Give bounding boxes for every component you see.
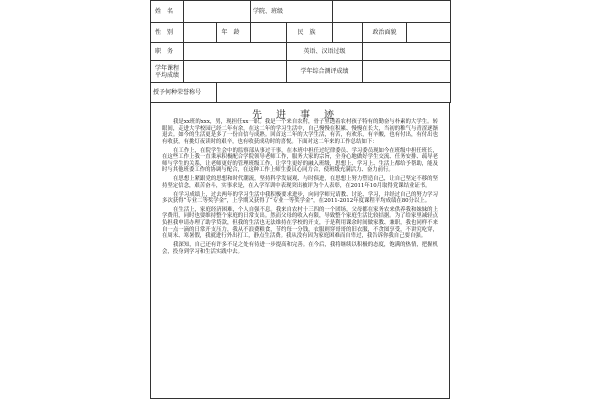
language-label: 英语、汉语过级: [287, 43, 363, 61]
paragraph: 我深知，自己还有许多不足之处有待进一步提高和完善。在今后，我将继续以积极的态度，饱满的热情，把握机会，投身到学习和生活实践中去。: [162, 242, 438, 255]
age-value[interactable]: [251, 23, 287, 43]
name-value[interactable]: [184, 1, 251, 23]
paragraph: 我是xx班的xxx，男，现担任xx一职。我是一个来自农村，骨子里透着农村孩子特有的勤奋与朴素的大学生。转眼间，走进大学校园已经二年有余，在这二年的学习生活中，自己慢慢在积累、慢慢在长大，当初的稚气与青涩逐渐退去。如今的生活更是多了一份自信与成熟。回首这二年的大学生活，有苦，有欢乐，有辛酸，也有付出，有付出也有收获，有挑灯夜读时的艰辛，也有收获成功时的喜悦。下面对这二年来的工作总结如下：: [162, 119, 438, 145]
grade-avg-label: 学年课程平均成绩: [151, 61, 184, 83]
student-info-form: [150, 0, 451, 103]
college-label: 学院、班级: [251, 1, 333, 23]
grade-avg-value[interactable]: [184, 61, 287, 83]
position-value[interactable]: [184, 43, 287, 61]
paragraph: 在工作上，在院学生会中的监察部从事过干事，在本班中担任过纪律委员、学习委员现如今在班级中担任班长，在这些工作上我一直秉承积极配合学院领导老师工作，服务大家的宗旨，全身心地做好学生交流、任务安排、疏导老师与学生的关系，让老师更好的管理班级工作，让学生更好的融入班级，思想上、学习上、生活上都给予帮助，能及时与其他班委工作的协调与配合，在这种工作上师生委员心同力合，使班级充满活力、奋力前行。: [162, 147, 438, 174]
overall-value[interactable]: [363, 61, 451, 83]
deeds-text: [162, 119, 438, 257]
paragraph: 在思想上紧跟党的思想和时代潮流，坚持科学发展观、与时俱进，在思想上努力塑造自己，让自己坚定不移的坚持坚定信念，艰苦奋斗，实事求是，在入学军训中表现突出被评为个人表彰，在2011年10月取得党课结业证书。: [162, 176, 438, 189]
position-label: 职务: [151, 43, 184, 61]
document-sheet: [150, 0, 450, 400]
deeds-section: [150, 102, 450, 399]
age-label: 年龄: [217, 23, 251, 43]
deeds-title: 先进事迹: [252, 110, 348, 121]
language-value[interactable]: [363, 43, 451, 61]
ethnicity-label: 民族: [287, 23, 333, 43]
political-value[interactable]: [407, 23, 451, 43]
name-label: 姓名: [151, 1, 184, 23]
college-value[interactable]: [333, 1, 451, 23]
honors-value[interactable]: [217, 83, 451, 103]
paragraph: 在生活上，家庭经济困难，个人自强不息。我来自农村十三四的一个团场，父母都在家务农来供养我和妹妹的上学费用，同时也要维持整个家庭的日常支出。然而父母的收入有限，导致整个家庭生活比较拮据。为了给家里减轻点负担我申请办理了助学贷款，但我的生活也无法维持在学校的开支，于是利用课余时间做家教、兼职，我也同样不来自一点一滴的日常开支压力，我从不浪费粮食，节约每一分钱，衣服则穿哥哥的旧衣服，不贪图享受，不讲究吃穿，在周末、寒暑假，我就进行外出打工，静点生活费。我从没有因为家庭困难而自卑过，我告诉你我自己要自强。: [162, 206, 438, 240]
gender-value[interactable]: [184, 23, 217, 43]
ethnicity-value[interactable]: [333, 23, 363, 43]
honors-label: 授予何种荣誉称号: [151, 83, 217, 103]
paragraph: 在学习成绩上，过去两年的学习生活中我积极要求进步，向同学师兄请教、讨论、学习，并经过自己的努力学习多次获得“专业二等奖学金”，上学期又获得了“专业一等奖学金”，在2011-2012年度课程平均成绩在80分以上。: [162, 191, 438, 205]
gender-label: 性别: [151, 23, 184, 43]
political-label: 政治面貌: [363, 23, 407, 43]
overall-label: 学年综合测评成绩: [287, 61, 363, 83]
